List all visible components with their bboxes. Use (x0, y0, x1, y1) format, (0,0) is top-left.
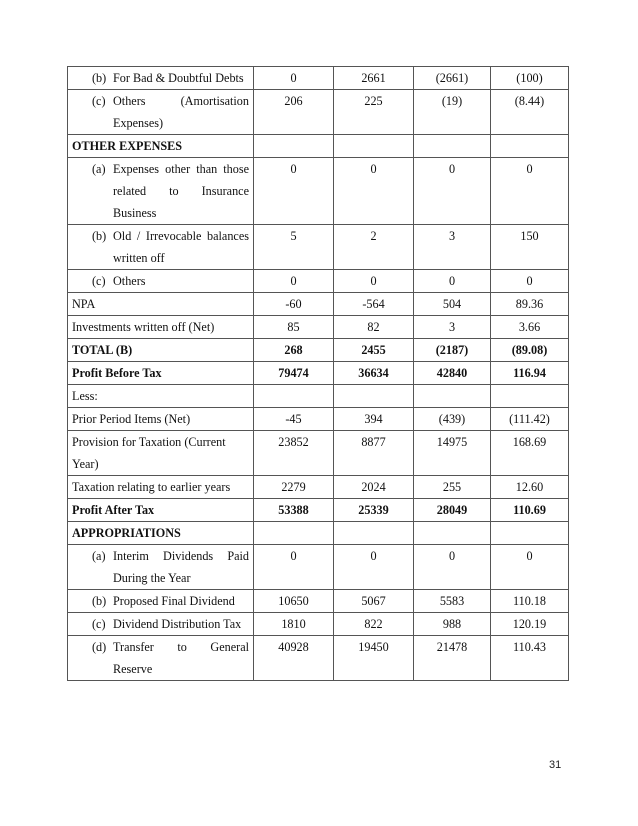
empty-cell (414, 135, 491, 158)
value-cell: 225 (334, 90, 414, 135)
row-label: TOTAL (B) (68, 339, 254, 362)
sub-item (72, 613, 249, 635)
sub-item (72, 545, 249, 589)
value-cell: 10650 (254, 590, 334, 613)
value-cell: 3 (414, 316, 491, 339)
empty-cell (414, 522, 491, 545)
value-cell: 1810 (254, 613, 334, 636)
value-cell: 116.94 (491, 362, 569, 385)
value-cell: 2024 (334, 476, 414, 499)
value-cell: 28049 (414, 499, 491, 522)
value-cell: 2 (334, 225, 414, 270)
item-text: Interim Dividends Paid During the Year (113, 549, 249, 585)
value-cell: 0 (334, 158, 414, 225)
value-cell: (111.42) (491, 408, 569, 431)
value-cell: 85 (254, 316, 334, 339)
value-cell: (2187) (414, 339, 491, 362)
table-row (68, 135, 569, 158)
item-marker: (d) (92, 640, 107, 654)
row-label (68, 613, 254, 636)
row-label (68, 636, 254, 681)
value-cell: 36634 (334, 362, 414, 385)
value-cell (334, 385, 414, 408)
value-cell: 0 (254, 270, 334, 293)
table-row (68, 67, 569, 90)
value-cell: (89.08) (491, 339, 569, 362)
value-cell: 12.60 (491, 476, 569, 499)
value-cell: (8.44) (491, 90, 569, 135)
item-text: Proposed Final Dividend (113, 594, 235, 608)
row-label (68, 545, 254, 590)
value-cell: 0 (334, 270, 414, 293)
value-cell: -564 (334, 293, 414, 316)
section-heading: APPROPRIATIONS (68, 522, 254, 545)
value-cell: 394 (334, 408, 414, 431)
value-cell: 3 (414, 225, 491, 270)
sub-item (72, 636, 249, 680)
value-cell: 25339 (334, 499, 414, 522)
empty-cell (491, 135, 569, 158)
item-marker: (b) (92, 594, 107, 608)
value-cell: 42840 (414, 362, 491, 385)
value-cell: 53388 (254, 499, 334, 522)
table-row (68, 476, 569, 499)
table-row (68, 270, 569, 293)
table-row (68, 158, 569, 225)
item-marker: (c) (92, 617, 106, 631)
value-cell: 110.69 (491, 499, 569, 522)
item-text: Dividend Distribution Tax (113, 617, 242, 631)
table-row (68, 339, 569, 362)
item-marker: (b) (92, 229, 107, 243)
value-cell: 504 (414, 293, 491, 316)
value-cell: 0 (414, 270, 491, 293)
sub-item (72, 90, 249, 134)
item-text: Others (Amortisation Expenses) (113, 94, 249, 130)
value-cell: 988 (414, 613, 491, 636)
row-label: NPA (68, 293, 254, 316)
sub-item (72, 270, 249, 292)
financial-statement-table (67, 66, 569, 681)
table-row (68, 522, 569, 545)
table-row (68, 385, 569, 408)
value-cell: 822 (334, 613, 414, 636)
value-cell: 5 (254, 225, 334, 270)
value-cell: 0 (414, 545, 491, 590)
value-cell: 40928 (254, 636, 334, 681)
row-label: Profit After Tax (68, 499, 254, 522)
value-cell: 89.36 (491, 293, 569, 316)
value-cell: 0 (254, 67, 334, 90)
value-cell: 19450 (334, 636, 414, 681)
value-cell: 2455 (334, 339, 414, 362)
value-cell: (439) (414, 408, 491, 431)
value-cell: 150 (491, 225, 569, 270)
sub-item (72, 67, 249, 89)
value-cell: 0 (491, 545, 569, 590)
value-cell: 206 (254, 90, 334, 135)
value-cell: 110.18 (491, 590, 569, 613)
row-label: Taxation relating to earlier years (68, 476, 254, 499)
table-row (68, 636, 569, 681)
value-cell: 0 (491, 270, 569, 293)
item-text: Expenses other than those related to Insurance Business (113, 162, 249, 220)
value-cell: 14975 (414, 431, 491, 476)
empty-cell (334, 135, 414, 158)
row-label: Provision for Taxation (Current Year) (68, 431, 254, 476)
empty-cell (254, 135, 334, 158)
value-cell: 82 (334, 316, 414, 339)
value-cell: 0 (254, 158, 334, 225)
sub-item (72, 590, 249, 612)
value-cell (414, 385, 491, 408)
value-cell: 255 (414, 476, 491, 499)
item-marker: (c) (92, 94, 106, 108)
table-row (68, 90, 569, 135)
row-label: Prior Period Items (Net) (68, 408, 254, 431)
empty-cell (334, 522, 414, 545)
row-label: Profit Before Tax (68, 362, 254, 385)
row-label (68, 67, 254, 90)
value-cell: 268 (254, 339, 334, 362)
value-cell: 3.66 (491, 316, 569, 339)
row-label: Less: (68, 385, 254, 408)
value-cell: 2279 (254, 476, 334, 499)
item-marker: (c) (92, 274, 106, 288)
section-heading: OTHER EXPENSES (68, 135, 254, 158)
row-label (68, 90, 254, 135)
value-cell: 110.43 (491, 636, 569, 681)
value-cell: -60 (254, 293, 334, 316)
item-text: For Bad & Doubtful Debts (113, 71, 244, 85)
value-cell: 8877 (334, 431, 414, 476)
table-row (68, 590, 569, 613)
value-cell: -45 (254, 408, 334, 431)
value-cell: 5583 (414, 590, 491, 613)
value-cell: 5067 (334, 590, 414, 613)
empty-cell (491, 522, 569, 545)
value-cell: 0 (491, 158, 569, 225)
item-text: Others (113, 274, 146, 288)
value-cell: 120.19 (491, 613, 569, 636)
value-cell: (19) (414, 90, 491, 135)
sub-item (72, 225, 249, 269)
value-cell: 23852 (254, 431, 334, 476)
row-label: Investments written off (Net) (68, 316, 254, 339)
table-row (68, 545, 569, 590)
row-label (68, 158, 254, 225)
value-cell: 0 (414, 158, 491, 225)
value-cell: 2661 (334, 67, 414, 90)
empty-cell (254, 522, 334, 545)
row-label (68, 590, 254, 613)
table-row (68, 613, 569, 636)
item-marker: (b) (92, 71, 107, 85)
row-label (68, 270, 254, 293)
table-row (68, 499, 569, 522)
table-row (68, 293, 569, 316)
item-marker: (a) (92, 162, 106, 176)
sub-item (72, 158, 249, 224)
value-cell: (2661) (414, 67, 491, 90)
table-row (68, 362, 569, 385)
item-text: Transfer to General Reserve (113, 640, 249, 676)
value-cell (254, 385, 334, 408)
value-cell (491, 385, 569, 408)
value-cell: (100) (491, 67, 569, 90)
value-cell: 0 (334, 545, 414, 590)
page-number: 31 (549, 759, 562, 771)
table-body (68, 67, 569, 681)
table-row (68, 431, 569, 476)
row-label (68, 225, 254, 270)
table-row (68, 316, 569, 339)
item-text: Old / Irrevocable balances written off (113, 229, 249, 265)
value-cell: 79474 (254, 362, 334, 385)
table-row (68, 408, 569, 431)
value-cell: 21478 (414, 636, 491, 681)
value-cell: 0 (254, 545, 334, 590)
table-row (68, 225, 569, 270)
value-cell: 168.69 (491, 431, 569, 476)
item-marker: (a) (92, 549, 106, 563)
